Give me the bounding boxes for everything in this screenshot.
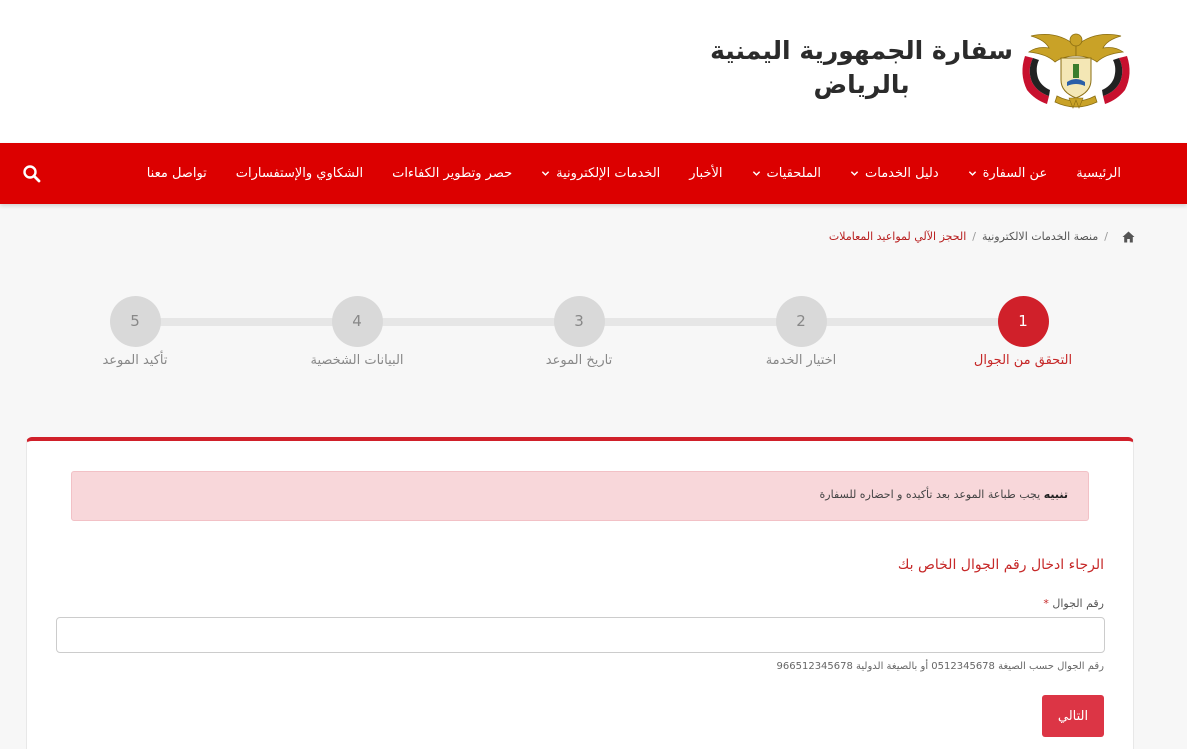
notice-alert	[71, 471, 1089, 521]
nav-item-label: الرئيسية	[1076, 166, 1121, 181]
breadcrumb-separator: /	[1104, 230, 1108, 243]
phone-input[interactable]	[56, 617, 1105, 653]
chevron-down-icon	[968, 169, 977, 178]
nav-item-label: عن السفارة	[982, 166, 1048, 181]
step-1	[963, 296, 1083, 368]
form-heading: الرجاء ادخال رقم الجوال الخاص بك	[897, 557, 1104, 573]
alert-title: تنبيه	[1043, 488, 1068, 501]
step-number: 4	[332, 296, 383, 347]
chevron-down-icon	[541, 169, 550, 178]
site-title-line2: بالرياض	[813, 70, 910, 99]
phone-help-text: رقم الجوال حسب الصيغة 0512345678 أو بالصيغة الدولية 966512345678	[776, 661, 1104, 672]
nav-item-label: الخدمات الإلكترونية	[556, 166, 661, 181]
nav-item[interactable]	[689, 166, 722, 181]
site-title	[710, 34, 1013, 102]
chevron-down-icon	[752, 169, 761, 178]
nav-item[interactable]	[147, 166, 207, 181]
yemen-emblem-icon	[1017, 26, 1135, 110]
step-label: البيانات الشخصية	[310, 353, 404, 368]
breadcrumb-separator: /	[972, 230, 977, 243]
breadcrumb-link-eservices[interactable]: منصة الخدمات الالكترونية	[982, 230, 1099, 243]
breadcrumb	[829, 230, 1135, 243]
phone-label	[1043, 597, 1104, 610]
nav-menu	[118, 143, 1121, 204]
step-number: 1	[998, 296, 1049, 347]
step-number: 2	[776, 296, 827, 347]
step-label: التحقق من الجوال	[973, 353, 1073, 368]
nav-item[interactable]	[1076, 166, 1121, 181]
step-4	[297, 296, 417, 368]
nav-item-label: الملحقيات	[766, 166, 822, 181]
step-number: 5	[110, 296, 161, 347]
nav-item-label: دليل الخدمات	[865, 166, 939, 181]
nav-item-label: الشكاوي والإستفسارات	[235, 166, 364, 181]
booking-steps	[0, 290, 1187, 380]
site-header	[0, 0, 1187, 143]
booking-card	[26, 437, 1134, 749]
step-3	[519, 296, 639, 368]
nav-item-label: تواصل معنا	[146, 166, 207, 181]
nav-item[interactable]	[392, 166, 512, 181]
step-2	[741, 296, 861, 368]
alert-text: يجب طباعة الموعد بعد تأكيده و احضاره للسفارة	[819, 488, 1044, 501]
nav-item[interactable]	[850, 166, 939, 181]
home-icon[interactable]	[1122, 231, 1135, 243]
step-number: 3	[554, 296, 605, 347]
breadcrumb-current: الحجز الآلي لمواعيد المعاملات	[828, 230, 967, 243]
nav-item[interactable]	[236, 166, 363, 181]
next-button[interactable]: التالي	[1042, 695, 1104, 737]
site-logo[interactable]	[710, 26, 1135, 110]
step-label: تأكيد الموعد	[102, 353, 168, 368]
nav-item[interactable]	[752, 166, 821, 181]
nav-item-label: حصر وتطوير الكفاءات	[392, 166, 513, 181]
nav-item-label: الأخبار	[689, 166, 723, 181]
nav-item[interactable]	[968, 166, 1048, 181]
site-title-line1: سفارة الجمهورية اليمنية	[710, 36, 1013, 65]
step-5	[75, 296, 195, 368]
phone-label-text: رقم الجوال	[1052, 597, 1104, 610]
nav-item[interactable]	[541, 166, 660, 181]
main-navbar	[0, 143, 1187, 204]
required-mark: *	[1043, 597, 1049, 610]
search-icon[interactable]	[22, 164, 42, 184]
step-label: تاريخ الموعد	[545, 353, 613, 368]
step-label: اختيار الخدمة	[765, 353, 837, 368]
chevron-down-icon	[850, 169, 859, 178]
